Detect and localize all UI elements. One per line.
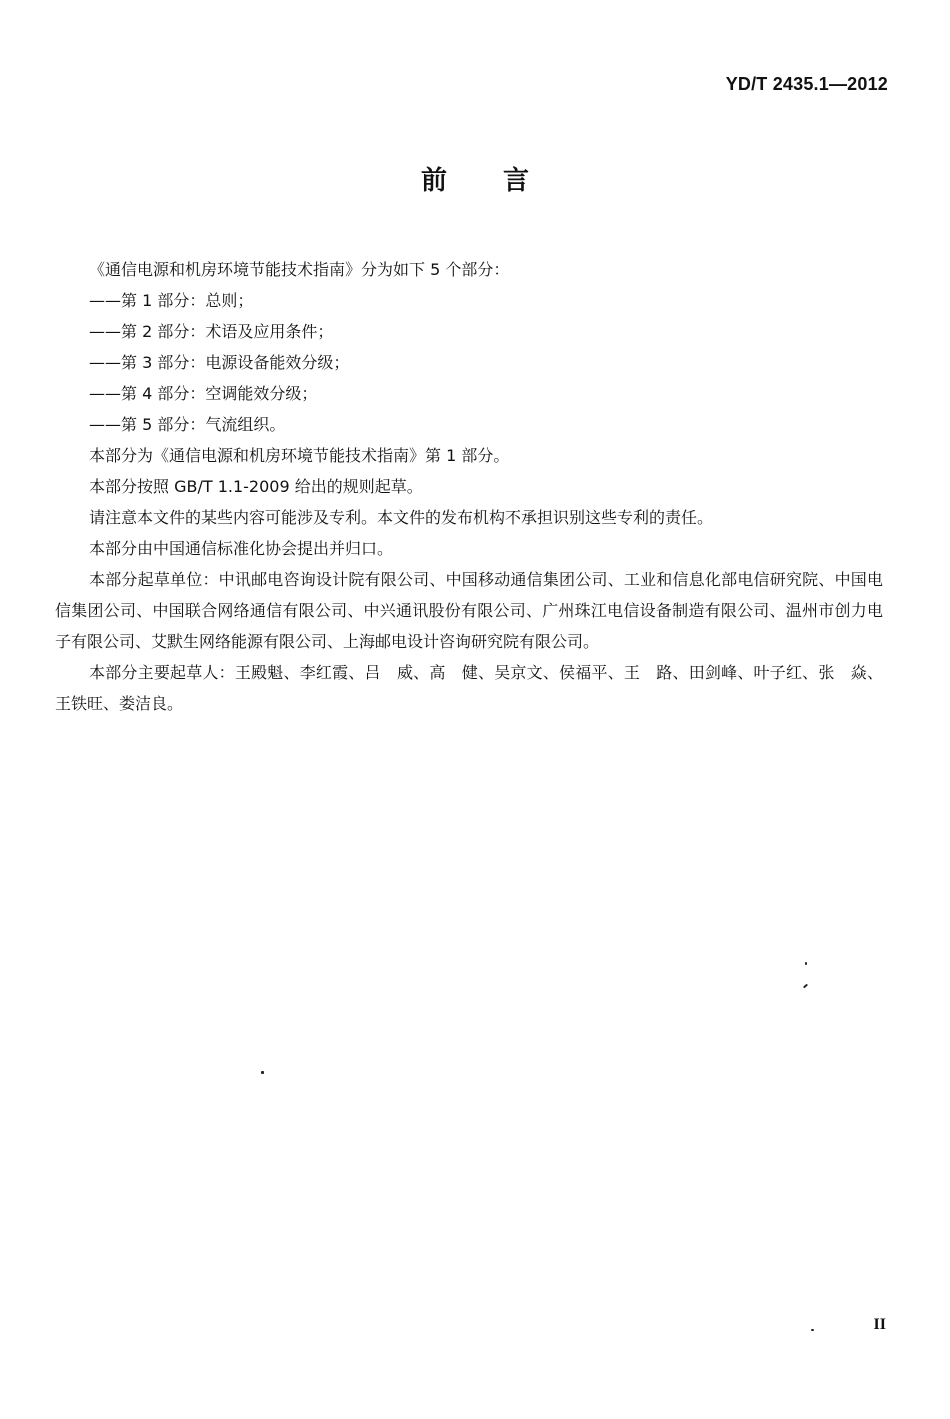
scan-speck [261, 1071, 264, 1074]
document-code: YD/T 2435.1—2012 [725, 74, 888, 94]
drafters-paragraph: 本部分主要起草人：王殿魁、李红霞、吕 威、高 健、吴京文、侯福平、王 路、田剑峰、叶子红、张 焱、王铁旺、娄洁良。 [55, 663, 883, 713]
foreword-body [55, 254, 883, 719]
page-number: II [873, 1316, 886, 1333]
part-4-item: ——第 4 部分：空调能效分级； [89, 384, 318, 403]
page-title: 前言 [420, 166, 585, 196]
this-part-paragraph: 本部分为《通信电源和机房环境节能技术指南》第 1 部分。 [89, 446, 510, 465]
scan-speck [811, 1329, 814, 1331]
drafting-rules-paragraph: 本部分按照 GB/T 1.1-2009 给出的规则起草。 [89, 477, 423, 496]
parts-intro-paragraph: 《通信电源和机房环境节能技术指南》分为如下 5 个部分： [89, 260, 510, 279]
scan-speck [805, 962, 807, 965]
part-5-item: ——第 5 部分：气流组织。 [89, 415, 286, 434]
part-1-item: ——第 1 部分：总则； [89, 291, 254, 310]
part-3-item: ——第 3 部分：电源设备能效分级； [89, 353, 350, 372]
proposer-paragraph: 本部分由中国通信标准化协会提出并归口。 [89, 539, 394, 558]
scan-speck [803, 984, 808, 989]
patent-notice-paragraph: 请注意本文件的某些内容可能涉及专利。本文件的发布机构不承担识别这些专利的责任。 [89, 508, 714, 527]
part-2-item: ——第 2 部分：术语及应用条件； [89, 322, 334, 341]
drafting-units-paragraph: 本部分起草单位：中讯邮电咨询设计院有限公司、中国移动通信集团公司、工业和信息化部电信研究院、中国电信集团公司、中国联合网络通信有限公司、中兴通讯股份有限公司、广州珠江电信设备制造有限公司、温州市创力电子有限公司、艾默生网络能源有限公司、上海邮电设计咨询研究院有限公司。 [55, 570, 883, 651]
